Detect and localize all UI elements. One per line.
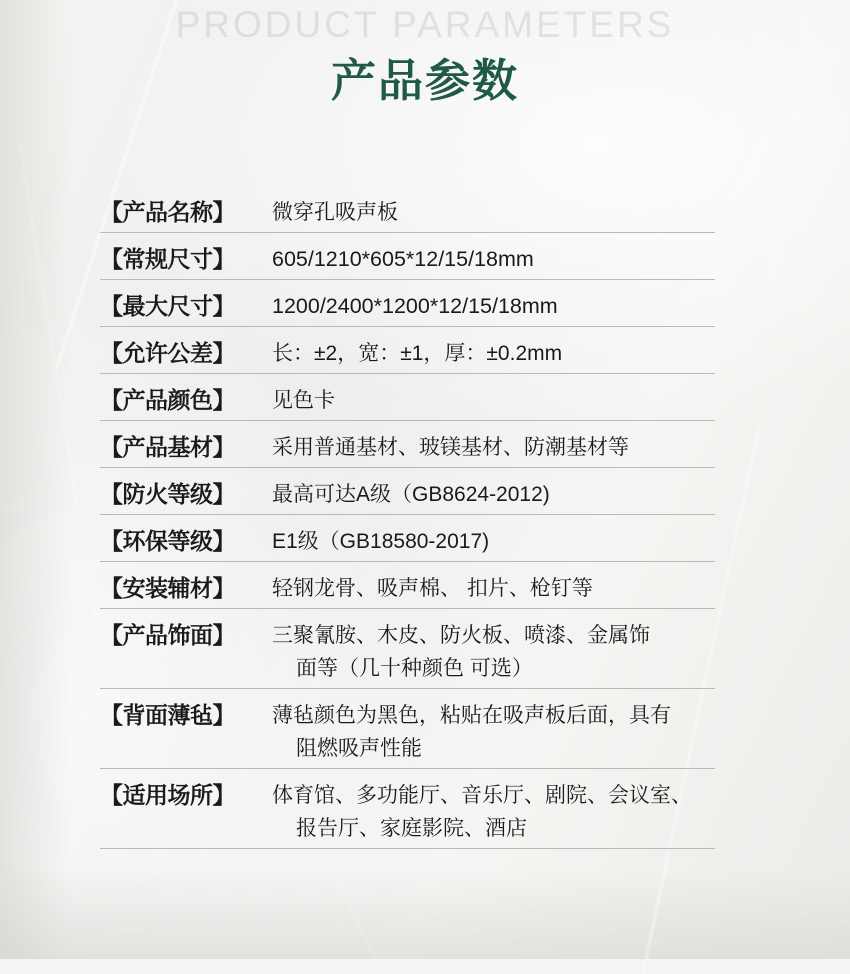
row-label: 【背面薄毡】 — [100, 702, 235, 728]
row-value: 采用普通基材、玻镁基材、防潮基材等 — [272, 436, 629, 459]
row-value: E1级（GB18580-2017) — [272, 530, 490, 553]
row-value-line1: 体育馆、多功能厅、音乐厅、剧院、会议室、 — [272, 784, 692, 807]
row-value: 605/1210*605*12/15/18mm — [272, 247, 534, 271]
row-value — [270, 619, 715, 685]
row-value: 1200/2400*1200*12/15/18mm — [272, 294, 558, 318]
table-row — [100, 290, 715, 327]
table-row — [100, 699, 715, 769]
row-value-line2: 报告厅、家庭影院、酒店 — [296, 817, 527, 840]
watermark-text: PRODUCT PARAMETERS — [175, 4, 675, 45]
row-label: 【安装辅材】 — [100, 575, 235, 601]
row-value: 见色卡 — [272, 389, 335, 412]
row-value-line2: 阻燃吸声性能 — [296, 737, 422, 760]
row-value — [270, 699, 715, 765]
row-label: 【最大尺寸】 — [100, 293, 235, 319]
page-title: 产品参数 — [330, 55, 519, 106]
row-value — [270, 779, 715, 845]
row-value: 最高可达A级（GB8624-2012) — [272, 483, 550, 506]
row-value: 微穿孔吸声板 — [272, 201, 398, 224]
page-bottom-shading — [0, 869, 850, 959]
table-row — [100, 478, 715, 515]
row-label: 【产品基材】 — [100, 434, 235, 460]
row-label: 【产品饰面】 — [100, 622, 235, 648]
table-row — [100, 196, 715, 233]
row-value-line1: 三聚氰胺、木皮、防火板、喷漆、金属饰 — [272, 624, 650, 647]
parameters-table — [100, 196, 715, 849]
row-value: 轻钢龙骨、吸声棉、 扣片、枪钉等 — [272, 577, 593, 600]
table-row — [100, 779, 715, 849]
table-row — [100, 572, 715, 609]
row-value-line2: 面等（几十种颜色 可选） — [296, 657, 533, 680]
table-row — [100, 525, 715, 562]
table-row — [100, 337, 715, 374]
table-row — [100, 243, 715, 280]
row-value: 长：±2，宽：±1，厚：±0.2mm — [272, 342, 563, 365]
page-left-shading — [0, 0, 70, 959]
table-row — [100, 431, 715, 468]
table-row — [100, 384, 715, 421]
row-label: 【产品名称】 — [100, 199, 235, 225]
row-label: 【产品颜色】 — [100, 387, 235, 413]
table-row — [100, 619, 715, 689]
row-label: 【允许公差】 — [100, 340, 235, 366]
row-label: 【常规尺寸】 — [100, 246, 235, 272]
row-label: 【环保等级】 — [100, 528, 235, 554]
row-label: 【防火等级】 — [100, 481, 235, 507]
row-value-line1: 薄毡颜色为黑色，粘贴在吸声板后面，具有 — [272, 704, 671, 727]
row-label: 【适用场所】 — [100, 782, 235, 808]
